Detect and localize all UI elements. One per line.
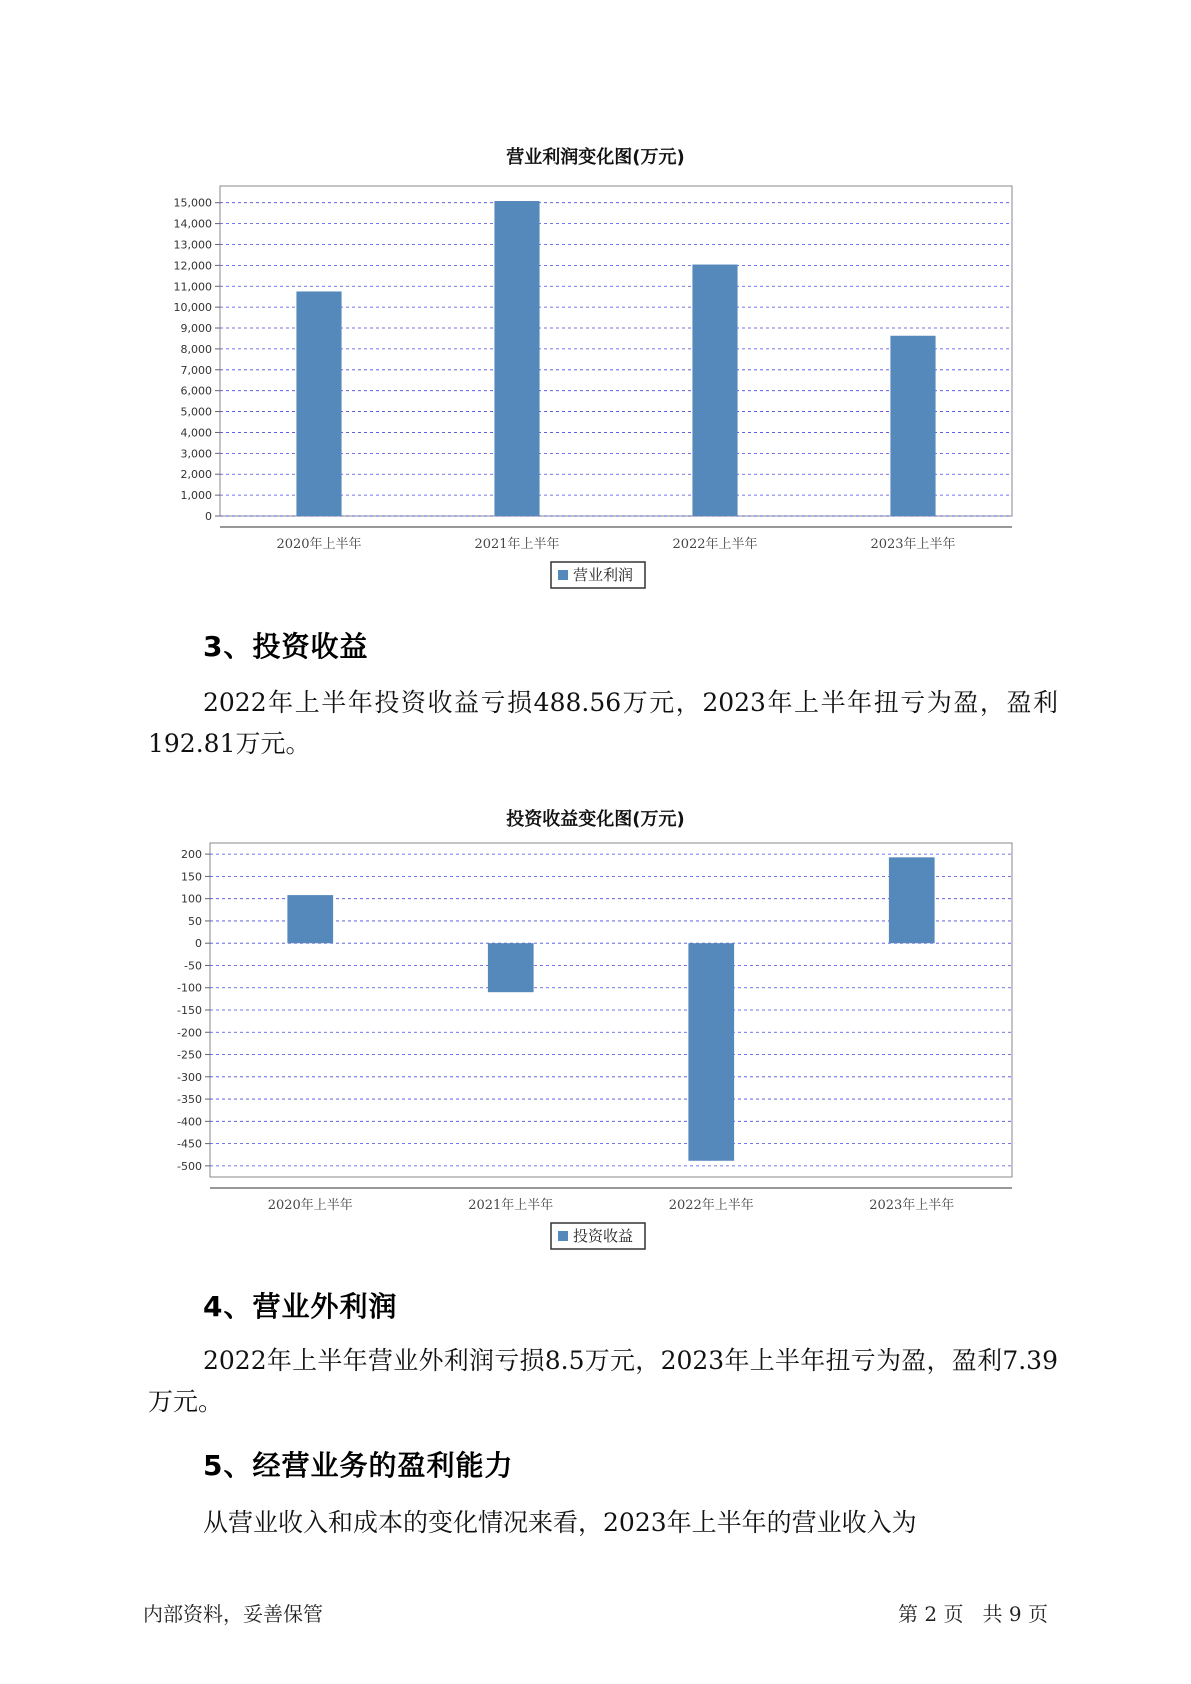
bar xyxy=(692,265,737,516)
y-tick-label: -100 xyxy=(177,981,202,995)
y-tick-label: 4,000 xyxy=(180,426,212,440)
y-tick-label: -150 xyxy=(177,1004,202,1017)
y-tick-label: 14,000 xyxy=(173,217,212,231)
page-number: 第 2 页 共 9 页 xyxy=(898,1602,1048,1626)
x-tick-label: 2021年上半年 xyxy=(468,1198,554,1213)
bar xyxy=(494,201,539,516)
x-tick-label: 2020年上半年 xyxy=(267,1198,353,1213)
y-tick-label: 50 xyxy=(188,914,202,928)
y-tick-label: -300 xyxy=(177,1070,202,1084)
x-tick-label: 2022年上半年 xyxy=(672,537,758,552)
bar xyxy=(488,943,534,992)
y-tick-label: 150 xyxy=(181,870,202,884)
y-tick-label: 2,000 xyxy=(180,468,212,482)
y-tick-label: 9,000 xyxy=(180,322,212,336)
y-tick-label: -200 xyxy=(177,1026,202,1040)
legend-label: 投资收益 xyxy=(573,1227,634,1245)
chart-title: 投资收益变化图(万元) xyxy=(506,809,685,830)
investment-income-chart xyxy=(0,830,1191,1260)
y-tick-label: 12,000 xyxy=(173,259,212,273)
y-tick-label: -400 xyxy=(177,1115,202,1129)
y-tick-label: -450 xyxy=(177,1137,202,1151)
x-tick-label: 2023年上半年 xyxy=(870,537,956,552)
section-heading: 3、投资收益 xyxy=(203,630,369,663)
section-paragraph: 2022年上半年营业外利润亏损8.5万元，2023年上半年扭亏为盈，盈利7.39万元。 xyxy=(148,1346,1058,1416)
y-tick-label: 15,000 xyxy=(173,196,212,210)
y-tick-label: 100 xyxy=(181,892,202,906)
y-tick-label: -50 xyxy=(184,959,202,973)
y-tick-label: 8,000 xyxy=(180,342,212,356)
bar xyxy=(890,336,935,516)
legend xyxy=(551,562,645,588)
legend-swatch xyxy=(558,570,568,580)
y-tick-label: 0 xyxy=(205,510,212,523)
y-tick-label: 7,000 xyxy=(180,363,212,377)
legend-swatch xyxy=(558,1231,568,1241)
y-tick-label: 5,000 xyxy=(180,405,212,419)
y-tick-label: -350 xyxy=(177,1093,202,1107)
footer-note: 内部资料，妥善保管 xyxy=(143,1602,323,1626)
y-tick-label: 200 xyxy=(181,848,202,862)
x-tick-label: 2021年上半年 xyxy=(474,537,560,552)
y-tick-label: -250 xyxy=(177,1048,202,1062)
x-tick-label: 2020年上半年 xyxy=(276,537,362,552)
y-tick-label: -500 xyxy=(177,1159,202,1173)
y-tick-label: 13,000 xyxy=(173,238,212,252)
x-tick-label: 2022年上半年 xyxy=(668,1198,754,1213)
x-tick-label: 2023年上半年 xyxy=(869,1198,955,1213)
section-paragraph: 从营业收入和成本的变化情况来看，2023年上半年的营业收入为 xyxy=(203,1508,917,1537)
y-tick-label: 3,000 xyxy=(180,447,212,461)
bar xyxy=(296,291,341,516)
y-tick-label: 11,000 xyxy=(173,280,212,294)
operating-profit-chart xyxy=(0,170,1191,590)
legend-label: 营业利润 xyxy=(573,566,634,584)
section-heading: 5、经营业务的盈利能力 xyxy=(203,1449,514,1482)
section-paragraph: 2022年上半年投资收益亏损488.56万元，2023年上半年扭亏为盈，盈利192.81万元。 xyxy=(148,688,1058,758)
bar xyxy=(287,895,333,943)
y-tick-label: 10,000 xyxy=(173,301,212,315)
bar xyxy=(688,943,734,1161)
bar xyxy=(889,857,935,943)
chart-title: 营业利润变化图(万元) xyxy=(506,147,685,168)
y-tick-label: 0 xyxy=(195,937,202,951)
y-tick-label: 6,000 xyxy=(180,384,212,398)
section-heading: 4、营业外利润 xyxy=(203,1290,398,1323)
legend xyxy=(551,1223,645,1249)
y-tick-label: 1,000 xyxy=(180,489,212,503)
